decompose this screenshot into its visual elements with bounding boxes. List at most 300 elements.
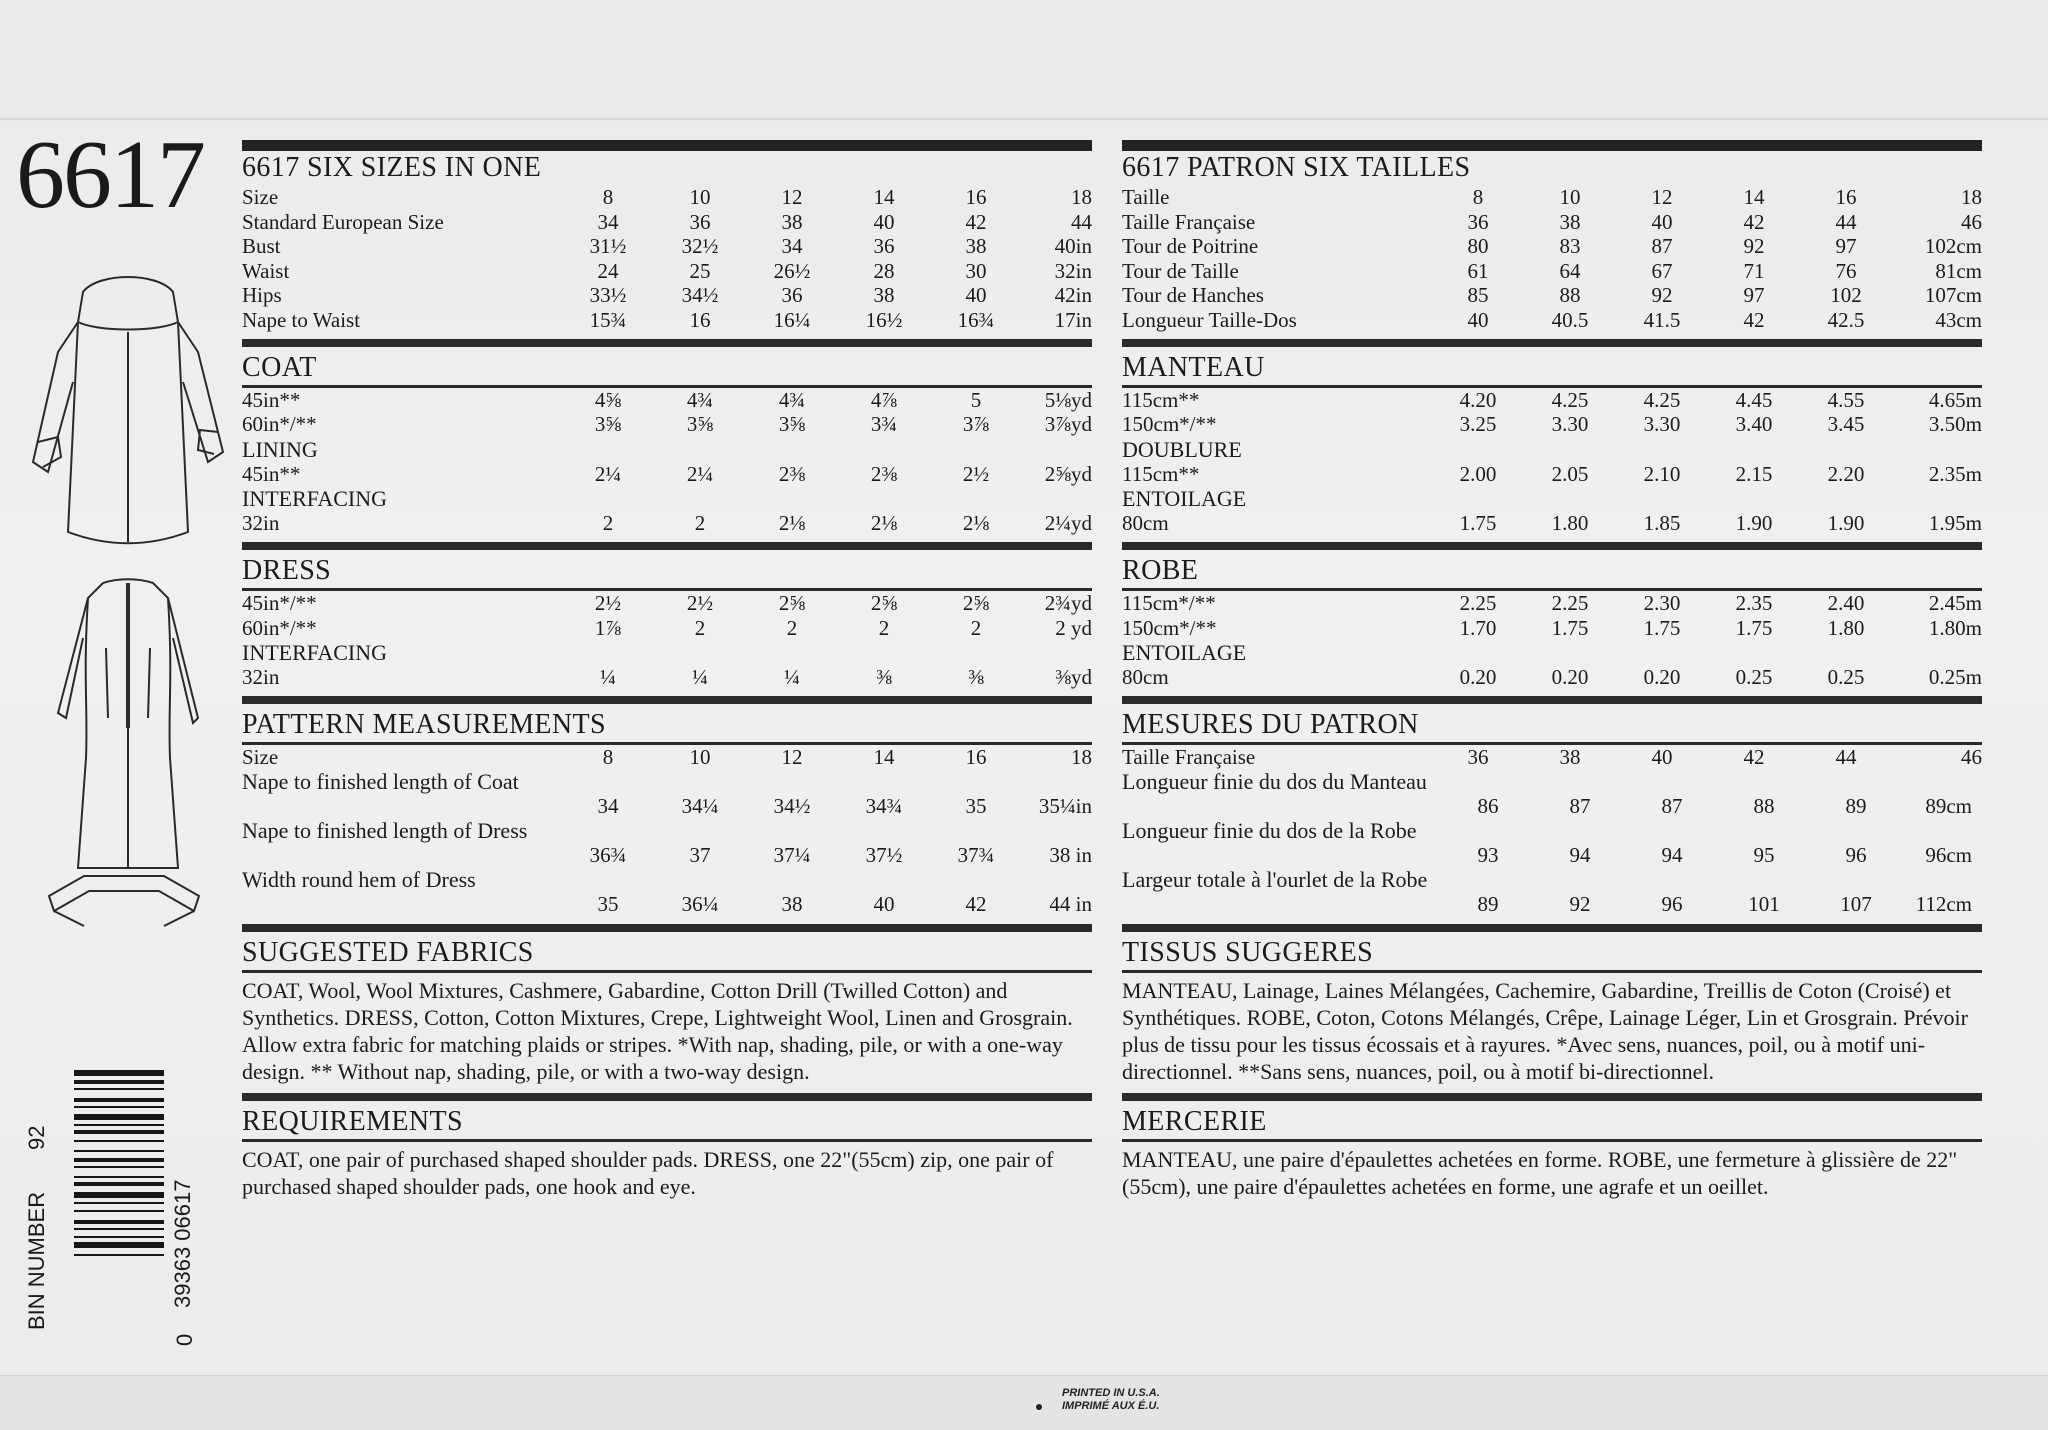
barcode-bar xyxy=(74,1080,164,1084)
cell-value: 34¾ xyxy=(865,794,903,819)
cell-value: 92 xyxy=(1651,283,1673,308)
cell-value: 34 xyxy=(781,234,803,259)
dress-title: ROBE xyxy=(1122,554,1199,586)
cell-value: 42 xyxy=(1743,744,1765,769)
row-label: 60in*/** xyxy=(242,615,317,640)
cell-value: 81cm xyxy=(1935,258,1982,283)
coat-title: MANTEAU xyxy=(1122,351,1265,383)
suggested-fabrics-title: SUGGESTED FABRICS xyxy=(242,937,534,969)
cell-value: 2 xyxy=(694,615,706,640)
cell-value: 67 xyxy=(1651,258,1673,283)
cell-value: 2¼yd xyxy=(1044,511,1092,536)
cell-value: 94 xyxy=(1661,843,1683,868)
cell-value: 12 xyxy=(1651,185,1673,209)
cell-value: 87 xyxy=(1661,794,1683,819)
cell-value: 0.20 xyxy=(1643,665,1681,690)
size-row xyxy=(1122,234,1982,259)
cell-value: 31½ xyxy=(589,234,627,259)
rule xyxy=(242,696,1092,704)
cell-value: 16 xyxy=(689,307,711,332)
cell-value: 36¼ xyxy=(681,892,719,917)
cell-value: 3¾ xyxy=(870,412,898,437)
cell-value: 1.75 xyxy=(1643,615,1681,640)
row-label: Taille Française xyxy=(1122,209,1256,234)
pattern-measurements xyxy=(1122,745,1982,917)
cell-value: 0.25 xyxy=(1827,665,1865,690)
pattern-number: 6617 xyxy=(16,121,204,229)
row-label: 32in xyxy=(242,511,280,536)
cell-value: 1⅞ xyxy=(594,615,622,640)
cell-value: 3.40 xyxy=(1735,412,1773,437)
coat-yardage xyxy=(242,388,1092,536)
cell-value: 4.25 xyxy=(1551,387,1589,412)
yardage-row xyxy=(242,511,1092,536)
dress-back-sketch xyxy=(48,578,208,878)
yardage-row xyxy=(1122,511,1982,536)
cell-value: 46 xyxy=(1961,209,1982,234)
row-label: Taille xyxy=(1122,185,1170,209)
bin-number: 92 xyxy=(24,1125,49,1150)
cell-value: 1.75 xyxy=(1735,615,1773,640)
cell-value: 4.65m xyxy=(1928,387,1982,412)
printed-line1: PRINTED IN U.S.A. xyxy=(1062,1387,1160,1399)
cell-value: 3.25 xyxy=(1459,412,1497,437)
coat-back-sketch xyxy=(28,262,228,562)
cell-value: 16½ xyxy=(865,307,903,332)
row-label: 45in** xyxy=(242,461,301,486)
cell-value: 4⅝ xyxy=(594,387,622,412)
cell-value: 40 xyxy=(1651,744,1673,769)
size-row xyxy=(242,283,1092,308)
cell-value: 24 xyxy=(597,258,619,283)
cell-value: 3⅞yd xyxy=(1044,412,1092,437)
yardage-row xyxy=(242,665,1092,690)
cell-value: 107cm xyxy=(1924,283,1982,308)
rule xyxy=(242,542,1092,550)
cell-value: 28 xyxy=(873,258,895,283)
top-rule xyxy=(1122,140,1982,151)
measurement-label: Largeur totale à l'ourlet de la Robe xyxy=(1122,867,1428,893)
barcode-bar xyxy=(74,1176,164,1178)
size-row xyxy=(1122,745,1982,770)
barcode-bar xyxy=(74,1088,164,1090)
cell-value: 25 xyxy=(689,258,711,283)
cell-value: 44 xyxy=(1835,209,1857,234)
barcode-digit-first: 0 xyxy=(172,1333,197,1346)
yardage-row xyxy=(1122,462,1982,487)
cell-value: 36 xyxy=(1467,744,1489,769)
measurement-label: Nape to finished length of Dress xyxy=(242,818,528,844)
cell-value: 94 xyxy=(1569,843,1591,868)
row-label: Size xyxy=(242,744,279,769)
cell-value: 2⅝ xyxy=(962,590,990,615)
cell-value: 38 xyxy=(965,234,987,259)
measurement-item xyxy=(1122,818,1982,867)
cell-value: 80 xyxy=(1467,234,1489,259)
top-rule xyxy=(242,140,1092,151)
requirements-title: MERCERIE xyxy=(1122,1106,1267,1138)
cell-value: 97 xyxy=(1835,234,1857,259)
barcode-bar xyxy=(74,1150,164,1152)
cell-value: 40 xyxy=(1651,209,1673,234)
suggested-fabrics-title: TISSUS SUGGERES xyxy=(1122,937,1374,969)
cell-value: 38 in xyxy=(1049,843,1092,868)
cell-value: 32½ xyxy=(681,234,719,259)
yardage-row xyxy=(1122,665,1982,690)
row-label: 60in*/** xyxy=(242,412,317,437)
requirements-title: REQUIREMENTS xyxy=(242,1106,464,1138)
subsection-label: LINING xyxy=(242,436,318,462)
cell-value: 18 xyxy=(1961,185,1982,209)
cell-value: 1.85 xyxy=(1643,511,1681,536)
cell-value: 96cm xyxy=(1925,843,1972,868)
cell-value: 37¾ xyxy=(957,843,995,868)
size-row xyxy=(242,210,1092,235)
sizes-title: 6617 PATRON SIX TAILLES xyxy=(1122,152,1471,183)
cell-value: 3⅝ xyxy=(686,412,714,437)
rule xyxy=(1122,924,1982,932)
row-label: 115cm** xyxy=(1122,461,1200,486)
english-column xyxy=(242,140,1092,1200)
cell-value: ⅜ xyxy=(876,665,892,690)
row-label: 45in*/** xyxy=(242,590,317,615)
cell-value: 2.25 xyxy=(1551,590,1589,615)
cell-value: 42 xyxy=(1743,209,1765,234)
cell-value: 3.30 xyxy=(1551,412,1589,437)
cell-value: 96 xyxy=(1845,843,1867,868)
cell-value: 2.35m xyxy=(1928,461,1982,486)
cell-value: 89cm xyxy=(1925,794,1972,819)
size-row xyxy=(242,185,1092,210)
cell-value: 16 xyxy=(1835,185,1857,209)
cell-value: 32in xyxy=(1054,258,1092,283)
cell-value: 1.70 xyxy=(1459,615,1497,640)
cell-value: 101 xyxy=(1748,892,1780,917)
yardage-row xyxy=(1122,412,1982,437)
cell-value: 36¾ xyxy=(589,843,627,868)
cell-value: 34¼ xyxy=(681,794,719,819)
cell-value: 35 xyxy=(597,892,619,917)
cell-value: 3⅞ xyxy=(962,412,990,437)
requirements-text: MANTEAU, une paire d'épaulettes achetées en forme. ROBE, une fermeture à glissière de 22"(55cm), une paire d'épaulettes achetées en forme, une agrafe et un oeillet. xyxy=(1122,1147,1958,1200)
subsection-label: INTERFACING xyxy=(242,486,388,512)
cell-value: ⅜ xyxy=(968,665,984,690)
cell-value: 16¼ xyxy=(773,307,811,332)
cell-value: 10 xyxy=(1559,185,1581,209)
suggested-fabrics-text: MANTEAU, Lainage, Laines Mélangées, Cachemire, Gabardine, Treillis de Coton (Croisé) et Synthétiques. ROBE, Coton, Cotons Mélangés, Crêpe, Lainage Léger, Lin et Grosgrain. Prévoir plus de tissu pour les tissus écossais et à rayures. *Avec sens, nuances, poil, ou à motif uni-directionnel. **Sans sens, nuances, poil, ou à motif bi-directionnel. xyxy=(1122,978,1968,1085)
barcode-digits: 39363 06617 xyxy=(170,1179,195,1308)
cell-value: 10 xyxy=(689,185,711,209)
french-column xyxy=(1122,140,1982,1200)
rule xyxy=(242,1093,1092,1101)
subsection-label: ENTOILAGE xyxy=(1122,640,1247,666)
yardage-row xyxy=(242,616,1092,641)
measurement-label: Longueur finie du dos de la Robe xyxy=(1122,818,1417,844)
cell-value: 40 xyxy=(873,209,895,234)
size-chart xyxy=(242,185,1092,333)
cell-value: 2¾yd xyxy=(1044,590,1092,615)
cell-value: 14 xyxy=(873,185,895,209)
rule xyxy=(242,970,1092,973)
cell-value: 44 in xyxy=(1049,892,1092,917)
cell-value: 2.40 xyxy=(1827,590,1865,615)
cell-value: 38 xyxy=(1559,744,1581,769)
cell-value: 35¼in xyxy=(1038,794,1092,819)
dress-title: DRESS xyxy=(242,554,332,586)
cell-value: 2½ xyxy=(962,461,990,486)
cell-value: 40in xyxy=(1054,234,1092,259)
cell-value: 2.30 xyxy=(1643,590,1681,615)
cell-value: 2 xyxy=(970,615,982,640)
cell-value: 2.10 xyxy=(1643,461,1681,486)
yardage-row xyxy=(242,591,1092,616)
cell-value: 40 xyxy=(965,283,987,308)
cell-value: 4⅞ xyxy=(870,387,898,412)
measurement-item xyxy=(242,867,1092,916)
cell-value: 2.20 xyxy=(1827,461,1865,486)
cell-value: 97 xyxy=(1743,283,1765,308)
cell-value: ¼ xyxy=(600,665,616,690)
row-label: 80cm xyxy=(1122,665,1169,690)
cell-value: 1.90 xyxy=(1827,511,1865,536)
cell-value: 2.05 xyxy=(1551,461,1589,486)
size-row xyxy=(1122,185,1982,210)
cell-value: 2.00 xyxy=(1459,461,1497,486)
cell-value: 40 xyxy=(873,892,895,917)
cell-value: 34½ xyxy=(773,794,811,819)
cell-value: ¼ xyxy=(692,665,708,690)
cell-value: 2¼ xyxy=(686,461,714,486)
row-label: Nape to Waist xyxy=(242,307,361,332)
rule xyxy=(1122,542,1982,550)
cell-value: 86 xyxy=(1477,794,1499,819)
row-label: Bust xyxy=(242,234,281,259)
cell-value: 8 xyxy=(602,744,614,769)
size-row xyxy=(1122,308,1982,333)
measurement-values xyxy=(242,843,1092,867)
cell-value: 2½ xyxy=(686,590,714,615)
measurement-item xyxy=(242,818,1092,867)
cell-value: 2.15 xyxy=(1735,461,1773,486)
measurement-values xyxy=(242,794,1092,818)
row-label: Waist xyxy=(242,258,290,283)
cell-value: 35 xyxy=(965,794,987,819)
cell-value: 2⅛ xyxy=(778,511,806,536)
size-row xyxy=(242,234,1092,259)
barcode-bar xyxy=(74,1070,164,1076)
row-label: 115cm*/** xyxy=(1122,590,1216,615)
cell-value: 2¼ xyxy=(594,461,622,486)
row-label: Tour de Poitrine xyxy=(1122,234,1259,259)
cell-value: 36 xyxy=(873,234,895,259)
cell-value: 3.45 xyxy=(1827,412,1865,437)
row-label: 150cm*/** xyxy=(1122,615,1217,640)
size-row xyxy=(242,745,1092,770)
cell-value: 4¾ xyxy=(686,387,714,412)
cell-value: 40.5 xyxy=(1551,307,1589,332)
cell-value: 34 xyxy=(597,209,619,234)
cell-value: 107 xyxy=(1840,892,1872,917)
cell-value: 0.20 xyxy=(1459,665,1497,690)
row-label: 115cm** xyxy=(1122,387,1200,412)
cell-value: 2.45m xyxy=(1928,590,1982,615)
cell-value: 4.25 xyxy=(1643,387,1681,412)
cell-value: 5⅛yd xyxy=(1044,387,1092,412)
rule xyxy=(1122,1139,1982,1142)
cell-value: 2⅛ xyxy=(870,511,898,536)
cell-value: 64 xyxy=(1559,258,1581,283)
subsection-label: INTERFACING xyxy=(242,640,388,666)
barcode-bar xyxy=(74,1114,164,1120)
rule xyxy=(1122,970,1982,973)
cell-value: 102 xyxy=(1830,283,1862,308)
dress-yardage xyxy=(242,591,1092,690)
measurement-values xyxy=(1122,794,1982,818)
cell-value: 2.25 xyxy=(1459,590,1497,615)
cell-value: 83 xyxy=(1559,234,1581,259)
bullet-dot xyxy=(1036,1404,1042,1410)
cell-value: 42 xyxy=(1743,307,1765,332)
requirements-text: COAT, one pair of purchased shaped shoulder pads. DRESS, one 22"(55cm) zip, one pair of purchased shaped shoulder pads, one hook and eye. xyxy=(242,1147,1054,1200)
cell-value: 88 xyxy=(1559,283,1581,308)
cell-value: 2⅝yd xyxy=(1044,461,1092,486)
suggested-fabrics-text: COAT, Wool, Wool Mixtures, Cashmere, Gabardine, Cotton Drill (Twilled Cotton) and Synthetics. DRESS, Cotton, Cotton Mixtures, Crepe, Lightweight Wool, Linen and Grosgrain. Allow extra fabric for matching plaids or stripes. *With nap, shading, pile, or with a one-way design. ** Without nap, shading, pile, or with a two-way design. xyxy=(242,978,1073,1085)
barcode-bar xyxy=(74,1192,164,1198)
cell-value: 18 xyxy=(1071,185,1092,209)
barcode-graphic xyxy=(14,1050,197,1350)
size-row xyxy=(1122,259,1982,284)
barcode-bar xyxy=(74,1124,164,1126)
cell-value: 1.80 xyxy=(1827,615,1865,640)
row-label: Size xyxy=(242,185,279,209)
size-row xyxy=(242,259,1092,284)
cell-value: 1.75 xyxy=(1551,615,1589,640)
cell-value: 2 yd xyxy=(1055,615,1092,640)
row-label: Tour de Taille xyxy=(1122,258,1239,283)
measurement-label: Longueur finie du dos du Manteau xyxy=(1122,769,1427,795)
cell-value: 87 xyxy=(1569,794,1591,819)
row-label: 80cm xyxy=(1122,511,1169,536)
cell-value: 33½ xyxy=(589,283,627,308)
belt-sketch xyxy=(44,866,204,936)
barcode-bar xyxy=(74,1182,164,1186)
cell-value: 36 xyxy=(781,283,803,308)
barcode-bar xyxy=(74,1106,164,1108)
cell-value: 14 xyxy=(873,744,895,769)
cell-value: 4.20 xyxy=(1459,387,1497,412)
barcode-bar xyxy=(74,1166,164,1168)
cell-value: 1.80m xyxy=(1928,615,1982,640)
cell-value: 2 xyxy=(602,511,614,536)
cell-value: 43cm xyxy=(1935,307,1982,332)
barcode-bar xyxy=(74,1098,164,1102)
barcode-bar xyxy=(74,1210,164,1212)
cell-value: 15¾ xyxy=(589,307,627,332)
measurement-item xyxy=(1122,867,1982,916)
cell-value: 36 xyxy=(1467,209,1489,234)
pattern-measurements-title: MESURES DU PATRON xyxy=(1122,708,1419,740)
cell-value: 0.20 xyxy=(1551,665,1589,690)
cell-value: 1.75 xyxy=(1459,511,1497,536)
cell-value: 44 xyxy=(1071,209,1092,234)
cell-value: 0.25m xyxy=(1928,665,1982,690)
yardage-row xyxy=(1122,591,1982,616)
row-label: Standard European Size xyxy=(242,209,444,234)
barcode-bar xyxy=(74,1220,164,1224)
cell-value: 3⅝ xyxy=(778,412,806,437)
cell-value: 92 xyxy=(1743,234,1765,259)
cell-value: 38 xyxy=(781,209,803,234)
yardage-row xyxy=(1122,388,1982,413)
cell-value: 2⅜ xyxy=(870,461,898,486)
cell-value: 0.25 xyxy=(1735,665,1773,690)
envelope-flap xyxy=(0,1375,2048,1430)
cell-value: 87 xyxy=(1651,234,1673,259)
row-label: Hips xyxy=(242,283,282,308)
cell-value: 30 xyxy=(965,258,987,283)
cell-value: ¼ xyxy=(784,665,800,690)
size-row xyxy=(1122,283,1982,308)
cell-value: 10 xyxy=(689,744,711,769)
cell-value: 8 xyxy=(1472,185,1484,209)
cell-value: 2⅜ xyxy=(778,461,806,486)
cell-value: 76 xyxy=(1835,258,1857,283)
cell-value: 40 xyxy=(1467,307,1489,332)
cell-value: 12 xyxy=(781,185,803,209)
cell-value: 102cm xyxy=(1924,234,1982,259)
barcode-bar xyxy=(74,1130,164,1134)
cell-value: 41.5 xyxy=(1643,307,1681,332)
cell-value: 37½ xyxy=(865,843,903,868)
yardage-row xyxy=(242,388,1092,413)
cell-value: 89 xyxy=(1477,892,1499,917)
cell-value: 16 xyxy=(965,185,987,209)
cell-value: 89 xyxy=(1845,794,1867,819)
cell-value: 4.55 xyxy=(1827,387,1865,412)
size-row xyxy=(242,308,1092,333)
barcode-bar xyxy=(74,1236,164,1238)
cell-value: 16¾ xyxy=(957,307,995,332)
cell-value: 112cm xyxy=(1915,892,1972,917)
cell-value: 61 xyxy=(1467,258,1489,283)
cell-value: 2⅝ xyxy=(870,590,898,615)
cell-value: 1.95m xyxy=(1928,511,1982,536)
dress-yardage xyxy=(1122,591,1982,690)
cell-value: 85 xyxy=(1467,283,1489,308)
pattern-measurements-title: PATTERN MEASUREMENTS xyxy=(242,708,607,740)
barcode-bar xyxy=(74,1202,164,1204)
cell-value: 88 xyxy=(1753,794,1775,819)
barcode-bar xyxy=(74,1228,164,1230)
row-label: 32in xyxy=(242,665,280,690)
cell-value: 3.50m xyxy=(1928,412,1982,437)
cell-value: 96 xyxy=(1661,892,1683,917)
bin-label: BIN NUMBER xyxy=(24,1191,49,1330)
cell-value: 1.90 xyxy=(1735,511,1773,536)
measurement-item xyxy=(1122,769,1982,818)
cell-value: 42in xyxy=(1054,283,1092,308)
barcode-bar xyxy=(74,1158,164,1162)
pattern-measurements xyxy=(242,745,1092,917)
printed-line2: IMPRIMÉ AUX É.U. xyxy=(1062,1400,1160,1412)
rule xyxy=(242,339,1092,347)
cell-value: 37¼ xyxy=(773,843,811,868)
measurement-label: Width round hem of Dress xyxy=(242,867,476,893)
cell-value: 36 xyxy=(689,209,711,234)
cell-value: 46 xyxy=(1961,744,1982,769)
cell-value: 38 xyxy=(1559,209,1581,234)
row-label: Longueur Taille-Dos xyxy=(1122,307,1297,332)
